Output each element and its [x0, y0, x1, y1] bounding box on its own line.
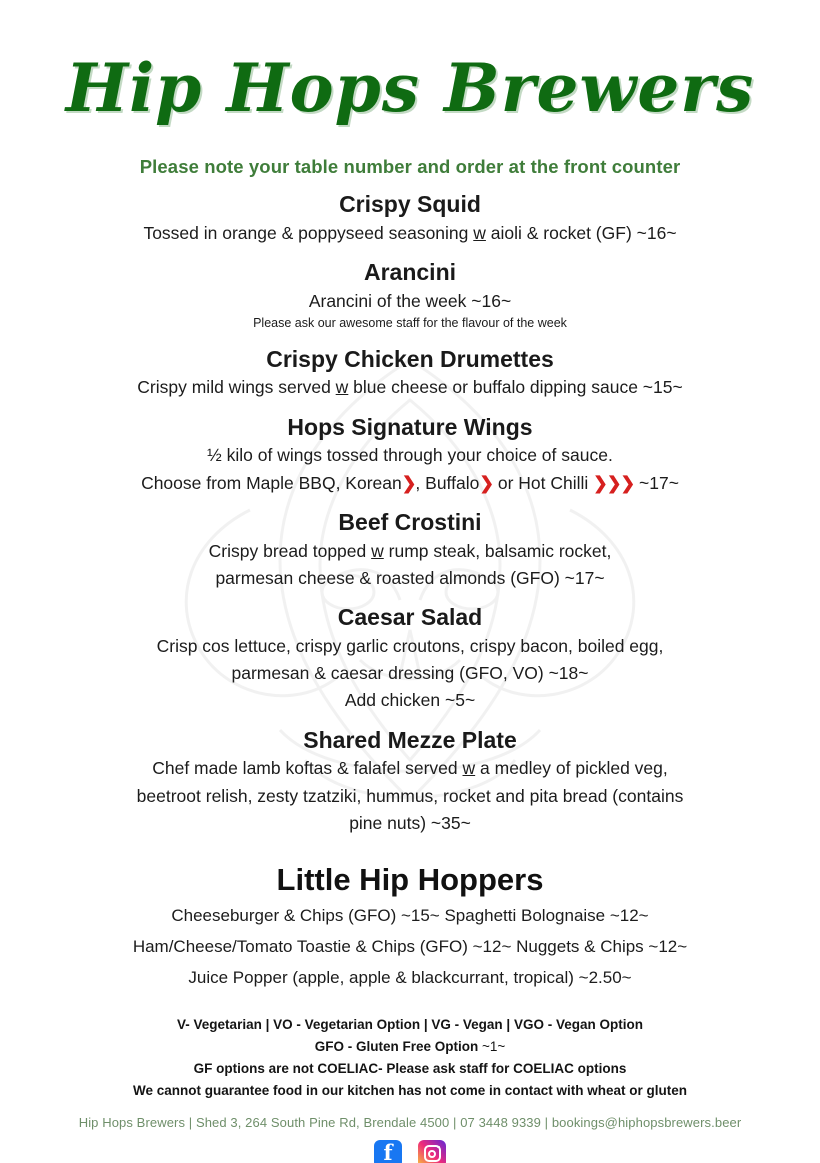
menu-item-arancini: [44, 258, 776, 333]
desc-underline: w: [462, 758, 476, 779]
desc-part-b: aioli & rocket (GF) ~16~: [485, 222, 677, 243]
desc-underline: w: [371, 540, 384, 561]
item-name: Arancini: [363, 259, 457, 285]
desc-part-a: Crispy bread topped: [208, 540, 372, 561]
item-description: [44, 755, 776, 781]
desc-part-b: blue cheese or buffalo dipping sauce ~15~: [348, 377, 683, 398]
item-description: Crisp cos lettuce, crispy garlic croutons, crispy bacon, boiled egg,: [156, 635, 664, 656]
legend-gfo-price: ~1~: [481, 1038, 506, 1054]
item-subnote: Please ask our awesome staff for the flavour of the week: [253, 316, 567, 330]
chilli-icon: ❯: [401, 472, 416, 493]
chilli-icon: ❯: [479, 472, 493, 493]
item-name: Crispy Chicken Drumettes: [266, 345, 554, 372]
facebook-icon[interactable]: f: [374, 1140, 402, 1163]
ordering-note: Please note your table number and order at the front counter: [139, 156, 681, 177]
desc-part-a: Tossed in orange & poppyseed seasoning: [143, 222, 474, 243]
item-description: [44, 220, 776, 246]
sauces-post: ~17~: [634, 472, 679, 493]
legend-line-2: [44, 1036, 776, 1058]
item-name: Shared Mezze Plate: [303, 726, 517, 753]
menu-content: [0, 42, 820, 1163]
menu-item-crispy-squid: [44, 190, 776, 246]
social-links: [44, 1140, 776, 1163]
item-description: [44, 538, 776, 564]
item-name: Crispy Squid: [339, 191, 481, 217]
item-description: [44, 374, 776, 400]
menu-item-hops-signature-wings: [44, 413, 776, 496]
sauces-mid-1: , Buffalo: [415, 472, 480, 493]
item-description-line2: parmesan cheese & roasted almonds (GFO) ~17~: [215, 567, 605, 588]
item-name: Caesar Salad: [337, 604, 483, 630]
venue-contact-footer: Hip Hops Brewers | Shed 3, 264 South Pine Rd, Brendale 4500 | 07 3448 9339 | bookings@hiphopsbrewers.beer: [78, 1114, 742, 1130]
brand-logo-text: Hip Hops Brewers: [65, 49, 755, 127]
item-description-sauces: [44, 470, 776, 496]
item-name: Beef Crostini: [338, 508, 482, 535]
item-description-line3: Add chicken ~5~: [344, 690, 476, 711]
menu-item-crispy-chicken-drumettes: [44, 345, 776, 401]
item-description-line3: pine nuts) ~35~: [349, 812, 471, 833]
desc-part-b: a medley of pickled veg,: [475, 758, 668, 779]
item-description-line2: beetroot relish, zesty tzatziki, hummus, rocket and pita bread (contains: [136, 785, 684, 806]
desc-part-b: rump steak, balsamic rocket,: [383, 540, 612, 561]
instagram-lens: [428, 1150, 436, 1158]
desc-part-a: Chef made lamb koftas & falafel served: [152, 758, 463, 779]
desc-underline: w: [335, 377, 349, 398]
kids-section-title: Little Hip Hoppers: [276, 862, 544, 897]
brand-logo: [44, 42, 776, 134]
instagram-icon[interactable]: [418, 1140, 446, 1163]
kids-menu-line: Ham/Cheese/Tomato Toastie & Chips (GFO) ~12~ Nuggets & Chips ~12~: [132, 937, 688, 957]
menu-item-shared-mezze-plate: [44, 726, 776, 837]
sauces-pre: Choose from Maple BBQ, Korean: [141, 472, 402, 493]
menu-item-caesar-salad: [44, 603, 776, 714]
legend-line-4: We cannot guarantee food in our kitchen has not come in contact with wheat or gluten: [132, 1083, 688, 1099]
legend-line-1: V- Vegetarian | VO - Vegetarian Option | VG - Vegan | VGO - Vegan Option: [177, 1016, 643, 1032]
kids-menu-line: Cheeseburger & Chips (GFO) ~15~ Spaghetti Bolognaise ~12~: [171, 906, 649, 925]
desc-underline: w: [473, 222, 486, 243]
item-name: Hops Signature Wings: [287, 413, 533, 440]
kids-menu-line: Juice Popper (apple, apple & blackcurrant, tropical) ~2.50~: [188, 968, 632, 988]
legend-gfo-label: GFO - Gluten Free Option: [314, 1038, 482, 1054]
menu-item-beef-crostini: [44, 508, 776, 591]
sauces-mid-2: or Hot Chilli: [492, 472, 594, 493]
chilli-icon-triple: ❯❯❯: [593, 472, 635, 493]
desc-part-a: Crispy mild wings served: [137, 377, 336, 398]
legend-line-3: GF options are not COELIAC- Please ask staff for COELIAC options: [193, 1061, 627, 1077]
item-description-line2: parmesan & caesar dressing (GFO, VO) ~18~: [231, 663, 589, 683]
item-description: ½ kilo of wings tossed through your choice of sauce.: [207, 445, 613, 466]
dietary-legend: [44, 1014, 776, 1103]
item-description: Arancini of the week ~16~: [308, 290, 512, 311]
